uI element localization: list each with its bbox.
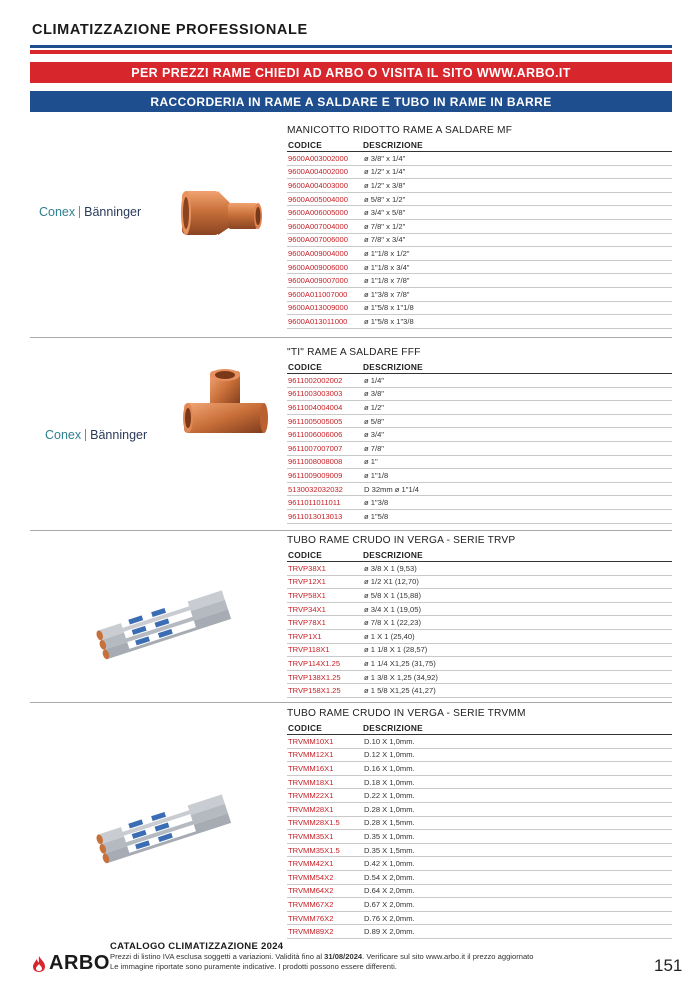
header-stripe-red [30,50,672,54]
logo-conex-text: Conex [39,205,76,219]
table-row [287,415,672,429]
product-image-panel [30,337,278,530]
product-description: ø 1 3/8 X 1,25 (34,92) [364,672,438,682]
product-description: D.22 X 1,0mm. [364,791,415,801]
table-row [287,749,672,763]
table-row [287,562,672,576]
product-image-panel [30,702,278,938]
product-code: 9611005005005 [288,416,343,426]
arbo-logo [32,952,110,975]
product-description: ø 7/8" [364,443,385,453]
table-row [287,206,672,220]
product-code: 9611008008008 [288,457,343,467]
product-code: 9611006006006 [288,430,343,440]
product-description: ø 3/8 X 1 (9,53) [364,563,417,573]
table-header [287,550,672,562]
page-title: CLIMATIZZAZIONE PROFESSIONALE [32,22,308,38]
reducer-coupling-image [178,187,268,247]
product-table-tee [287,347,672,524]
table-row [287,603,672,617]
product-description: D.35 X 1,5mm. [364,845,415,855]
product-code: TRVMM35X1 [288,831,334,841]
product-description: ø 1"5/8 [364,511,389,521]
price-validity-note: Prezzi di listino IVA esclusa soggetti a variazioni. Validità fino al 31/08/2024. Verificare sul sito www.arbo.it il prezzo aggiornato [110,952,534,961]
conex-banninger-logo [39,205,141,219]
product-description: D.18 X 1,0mm. [364,777,415,787]
table-row [287,469,672,483]
product-code: 9600A004002000 [288,167,348,177]
product-code: TRVMM42X1 [288,859,334,869]
product-description: ø 1"3/8 [364,498,389,508]
table-row [287,496,672,510]
product-code: TRVP38X1 [288,563,326,573]
catalog-title: CATALOGO CLIMATIZZAZIONE 2024 [110,941,284,952]
table-row [287,193,672,207]
product-code: TRVP78X1 [288,618,326,628]
product-title: "TI" RAME A SALDARE FFF [287,347,421,358]
table-row [287,803,672,817]
col-desc-header: DESCRIZIONE [363,723,424,733]
product-code: 9611002002002 [288,375,343,385]
price-info-banner: PER PREZZI RAME CHIEDI AD ARBO O VISITA IL SITO WWW.ARBO.IT [30,62,672,83]
product-code: TRVP58X1 [288,590,326,600]
copper-tee-image [180,367,270,449]
product-description: ø 5/8" [364,416,385,426]
product-description: ø 1"5/8 x 1"3/8 [364,316,414,326]
product-description: ø 1 5/8 X1,25 (41,27) [364,686,436,696]
table-row [287,302,672,316]
product-code: 9600A003002000 [288,153,348,163]
product-description: D.54 X 2,0mm. [364,872,415,882]
product-rows [287,735,672,939]
product-code: 9600A009007000 [288,276,348,286]
col-code-header: CODICE [288,723,323,733]
product-description: ø 7/8" x 1/2" [364,221,406,231]
table-row [287,616,672,630]
product-section-tee [30,337,672,530]
col-code-header: CODICE [288,550,323,560]
logo-banninger-text: Bänninger [84,205,142,219]
product-code: TRVMM64X2 [288,886,334,896]
col-desc-header: DESCRIZIONE [363,140,424,150]
table-row [287,817,672,831]
product-description: D.12 X 1,0mm. [364,750,415,760]
brand-name: ARBO [49,952,110,974]
product-code: TRVP12X1 [288,577,326,587]
product-description: D.35 X 1,0mm. [364,831,415,841]
product-code: TRVMM16X1 [288,763,334,773]
product-code: TRVMM54X2 [288,872,334,882]
product-rows [287,374,672,524]
logo-conex-text: Conex [45,428,82,442]
product-description: ø 7/8" x 3/4" [364,235,406,245]
product-code: TRVMM22X1 [288,791,334,801]
table-row [287,401,672,415]
product-table-trvmm [287,708,672,939]
table-row [287,671,672,685]
product-description: D.64 X 2,0mm. [364,886,415,896]
table-row [287,166,672,180]
table-row [287,898,672,912]
product-title: MANICOTTO RIDOTTO RAME A SALDARE MF [287,125,513,136]
table-row [287,830,672,844]
product-description: ø 1/2" x 1/4" [364,167,406,177]
product-code: TRVMM35X1.5 [288,845,340,855]
product-code: TRVMM67X2 [288,899,334,909]
product-section-trvmm [30,702,672,938]
table-row [287,456,672,470]
product-code: TRVP114X1.25 [288,658,341,668]
product-description: ø 1 X 1 (25,40) [364,631,415,641]
table-header [287,362,672,374]
table-row [287,442,672,456]
product-code: 9600A005004000 [288,194,348,204]
table-row [287,925,672,939]
image-disclaimer: Le immagine riportate sono puramente indicative. I prodotti possono essere differenti. [110,962,397,971]
conex-banninger-logo [45,428,147,442]
table-header [287,140,672,152]
product-image-panel [30,117,278,307]
table-row [287,684,672,698]
product-title: TUBO RAME CRUDO IN VERGA - SERIE TRVMM [287,708,526,719]
product-description: ø 7/8 X 1 (22,23) [364,618,421,628]
product-code: 9611007007007 [288,443,343,453]
product-code: 9600A007004000 [288,221,348,231]
product-description: ø 1/4" [364,375,385,385]
product-description: ø 1/2" [364,402,385,412]
table-row [287,630,672,644]
product-image-panel [30,530,278,702]
validity-date: 31/08/2024 [324,952,363,961]
product-title: TUBO RAME CRUDO IN VERGA - SERIE TRVP [287,535,516,546]
product-code: 9600A007006000 [288,235,348,245]
product-code: TRVMM12X1 [288,750,334,760]
product-rows [287,152,672,329]
table-row [287,374,672,388]
product-description: ø 3/4" x 5/8" [364,208,406,218]
product-code: TRVP138X1.25 [288,672,341,682]
product-description: ø 1/2" x 3/8" [364,180,406,190]
table-row [287,912,672,926]
product-table-trvp [287,535,672,698]
col-desc-header: DESCRIZIONE [363,550,424,560]
table-row [287,871,672,885]
table-row [287,510,672,524]
copper-pipe-bundle-image [94,586,234,666]
product-code: TRVP158X1.25 [288,686,341,696]
product-code: 9611004004004 [288,402,343,412]
table-row [287,885,672,899]
product-code: 9611013013013 [288,511,343,521]
product-table-reducer [287,125,672,329]
logo-banninger-text: Bänninger [90,428,148,442]
product-code: 9600A009006000 [288,262,348,272]
product-code: TRVP118X1 [288,645,330,655]
product-description: ø 3/8" x 1/4" [364,153,406,163]
footer-info [110,941,630,972]
product-description: ø 5/8 X 1 (15,88) [364,590,421,600]
table-row [287,657,672,671]
product-description: D.16 X 1,0mm. [364,763,415,773]
product-code: 9611011011011 [288,498,341,508]
product-description: D.10 X 1,0mm. [364,736,415,746]
flame-icon [32,955,46,973]
table-row [287,428,672,442]
product-code: 9600A013009000 [288,303,348,313]
col-code-header: CODICE [288,362,323,372]
product-description: D.28 X 1,0mm. [364,804,415,814]
product-code: 9611003003003 [288,389,343,399]
product-code: 9600A011007000 [288,289,348,299]
product-code: TRVMM10X1 [288,736,334,746]
product-description: ø 5/8" x 1/2" [364,194,406,204]
product-description: ø 1"1/8 x 7/8" [364,276,410,286]
product-description: ø 1/2 X1 (12,70) [364,577,419,587]
page-number: 151 [654,956,683,975]
product-description: ø 1"3/8 x 7/8" [364,289,410,299]
product-description: ø 1" [364,457,378,467]
col-desc-header: DESCRIZIONE [363,362,424,372]
product-code: TRVMM89X2 [288,927,334,937]
product-description: ø 3/4 X 1 (19,05) [364,604,421,614]
product-section-trvp [30,530,672,702]
product-code: 9600A006005000 [288,208,348,218]
product-description: ø 1"1/8 [364,470,389,480]
table-row [287,388,672,402]
product-description: D 32mm ø 1"1/4 [364,484,420,494]
product-description: ø 1 1/8 X 1 (28,57) [364,645,428,655]
table-row [287,776,672,790]
col-code-header: CODICE [288,140,323,150]
product-code: 9611009009009 [288,470,343,480]
table-row [287,789,672,803]
table-row [287,844,672,858]
table-row [287,857,672,871]
table-row [287,315,672,329]
product-code: TRVMM28X1.5 [288,818,340,828]
product-code: 9600A013011000 [288,316,348,326]
table-row [287,179,672,193]
product-description: ø 3/4" [364,430,385,440]
table-row [287,152,672,166]
table-row [287,576,672,590]
product-section-reducer [30,117,672,337]
product-description: ø 1 1/4 X1,25 (31,75) [364,658,436,668]
table-row [287,288,672,302]
product-description: ø 1"1/8 x 1/2" [364,248,410,258]
product-description: ø 1"5/8 x 1"1/8 [364,303,414,313]
table-row [287,644,672,658]
table-row [287,261,672,275]
product-code: TRVP34X1 [288,604,326,614]
product-code: 9600A009004000 [288,248,348,258]
table-row [287,762,672,776]
table-row [287,274,672,288]
product-description: D.28 X 1,5mm. [364,818,415,828]
table-row [287,247,672,261]
product-description: D.89 X 2,0mm. [364,927,415,937]
copper-pipe-bundle-image [94,790,234,870]
product-code: TRVP1X1 [288,631,322,641]
product-rows [287,562,672,698]
product-code: TRVMM18X1 [288,777,334,787]
table-row [287,220,672,234]
product-description: ø 1"1/8 x 3/4" [364,262,410,272]
product-code: 5130032032032 [288,484,343,494]
product-description: D.42 X 1,0mm. [364,859,415,869]
header-stripe-blue [30,45,672,48]
product-code: 9600A004003000 [288,180,348,190]
table-row [287,735,672,749]
product-code: TRVMM76X2 [288,913,334,923]
table-header [287,723,672,735]
product-description: D.76 X 2,0mm. [364,913,415,923]
table-row [287,589,672,603]
product-description: ø 3/8" [364,389,385,399]
product-code: TRVMM28X1 [288,804,334,814]
table-row [287,483,672,497]
table-row [287,234,672,248]
category-banner: RACCORDERIA IN RAME A SALDARE E TUBO IN RAME IN BARRE [30,91,672,112]
product-description: D.67 X 2,0mm. [364,899,415,909]
